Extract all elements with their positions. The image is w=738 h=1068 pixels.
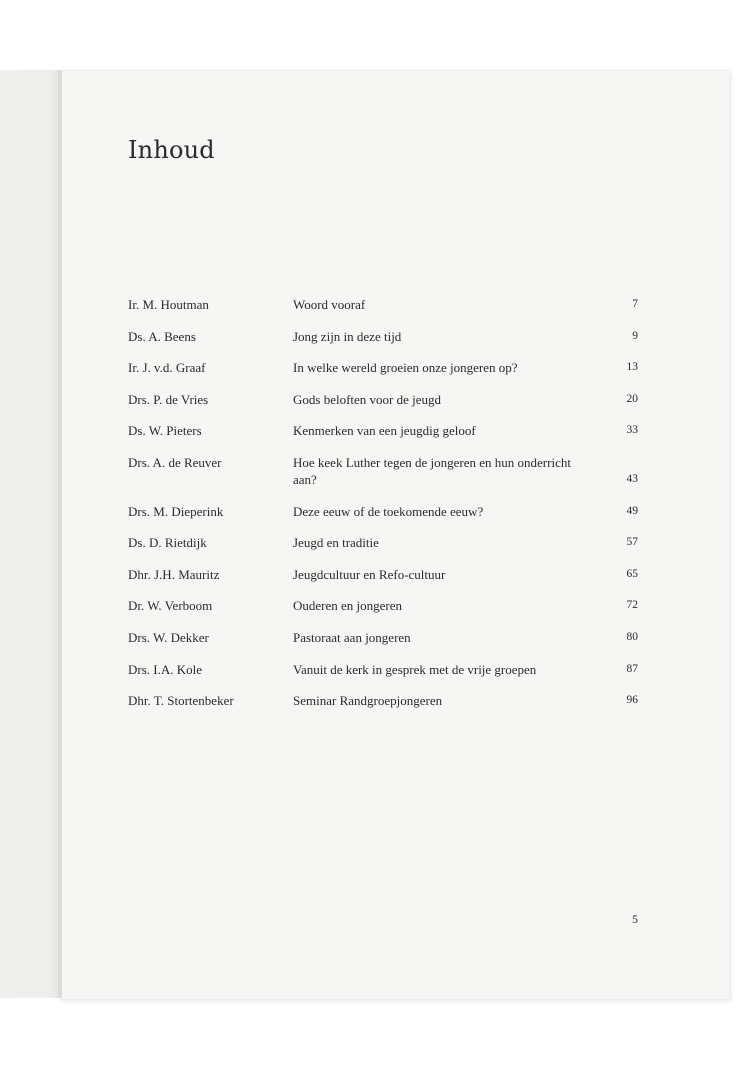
- toc-page: 65: [626, 567, 638, 580]
- toc-author: Ir. J. v.d. Graaf: [128, 360, 206, 376]
- toc-title: Vanuit de kerk in gesprek met de vrije groepen: [293, 661, 537, 677]
- toc-page: 57: [626, 536, 638, 549]
- toc-author: Dhr. T. Stortenbeker: [128, 693, 234, 709]
- toc-page: 13: [626, 361, 638, 374]
- book-spine: [0, 70, 58, 998]
- toc-author: Dhr. J.H. Mauritz: [128, 566, 220, 582]
- toc-author: Ir. M. Houtman: [128, 297, 209, 312]
- toc-title: Kenmerken van een jeugdig geloof: [293, 423, 476, 439]
- page-title: Inhoud: [128, 136, 215, 164]
- toc-title: Jeugd en traditie: [293, 535, 379, 551]
- toc-entry: [128, 422, 638, 439]
- spine-edge: [58, 70, 62, 998]
- toc-author: Ds. D. Rietdijk: [128, 535, 207, 551]
- toc-entry: [128, 597, 638, 614]
- toc-page: 20: [626, 392, 638, 405]
- toc-title: Jeugdcultuur en Refo-cultuur: [293, 566, 446, 582]
- toc-page: 96: [626, 694, 638, 707]
- toc-author: Ds. A. Beens: [128, 328, 196, 344]
- toc-title: Jong zijn in deze tijd: [293, 328, 402, 344]
- toc-title: Gods beloften voor de jeugd: [293, 391, 442, 407]
- toc-entry: [128, 391, 638, 408]
- toc-author: Drs. A. de Reuver: [128, 454, 222, 470]
- toc-page: 33: [626, 424, 638, 437]
- table-of-contents: [128, 296, 638, 724]
- toc-entry: [128, 296, 638, 313]
- toc-title: Seminar Randgroepjongeren: [293, 693, 443, 709]
- toc-title: Pastoraat aan jongeren: [293, 629, 411, 645]
- toc-page: 7: [632, 298, 638, 310]
- toc-entry: [128, 629, 638, 646]
- toc-entry: [128, 692, 638, 709]
- toc-entry: [128, 661, 638, 678]
- page-number: 5: [632, 912, 638, 926]
- toc-entry: [128, 328, 638, 345]
- toc-entry: [128, 534, 638, 551]
- toc-title: In welke wereld groeien onze jongeren op?: [293, 360, 518, 376]
- toc-entry: [128, 503, 638, 520]
- toc-author: Drs. P. de Vries: [128, 391, 209, 407]
- toc-page: 87: [626, 662, 638, 675]
- toc-title: Deze eeuw of de toekomende eeuw?: [293, 503, 484, 519]
- toc-author: Drs. M. Dieperink: [128, 503, 224, 519]
- toc-entry: [128, 454, 638, 488]
- toc-author: Dr. W. Verboom: [128, 598, 213, 614]
- toc-page: 43: [626, 472, 638, 485]
- toc-author: Drs. I.A. Kole: [128, 661, 203, 677]
- toc-author: Drs. W. Dekker: [128, 629, 209, 645]
- toc-title: Woord vooraf: [293, 297, 366, 312]
- toc-page: 80: [626, 630, 638, 643]
- toc-page: 72: [626, 599, 638, 612]
- toc-entry: [128, 566, 638, 583]
- toc-title: Ouderen en jongeren: [293, 598, 403, 614]
- toc-title: Hoe keek Luther tegen de jongeren en hun onderricht aan?: [293, 454, 571, 487]
- toc-page: 9: [632, 329, 638, 342]
- toc-entry: [128, 359, 638, 376]
- toc-page: 49: [626, 504, 638, 517]
- toc-author: Ds. W. Pieters: [128, 423, 202, 439]
